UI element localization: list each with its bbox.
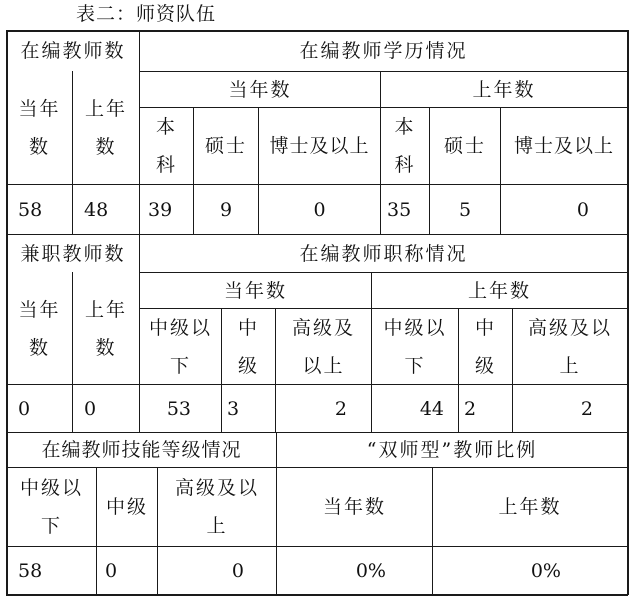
cell-value: 39 [148, 198, 173, 221]
header-mid: 中级 [105, 496, 148, 518]
header-last-year-group: 上年数 [467, 279, 531, 302]
cell-value: 35 [387, 198, 412, 221]
cell-value: 0 [84, 397, 97, 420]
header-line: 科 [394, 154, 416, 176]
header-line: 中级以 [383, 316, 447, 339]
header-current-year [7, 273, 72, 384]
cell-value: 0 [313, 198, 326, 221]
header-bachelor [140, 108, 193, 184]
header-line: 数 [95, 136, 117, 158]
header-line: 高级及 [291, 316, 355, 339]
header-line: 下 [40, 515, 62, 537]
cell-value: 0 [231, 559, 244, 582]
cell-value: 44 [419, 397, 444, 420]
cell-value: 53 [166, 397, 191, 420]
header-staff-count: 在编教师数 [20, 40, 126, 62]
cell-value: 2 [580, 397, 593, 420]
cell-value: 48 [84, 198, 109, 221]
header-line: 高级及以 [527, 316, 612, 339]
header-last-year: 上年数 [498, 496, 562, 518]
header-last-year [73, 72, 139, 184]
header-line: 下 [404, 354, 426, 377]
header-line: 数 [95, 336, 117, 359]
header-line: 数 [28, 336, 50, 359]
header-last-year-group: 上年数 [472, 78, 536, 101]
header-master: 硕士 [204, 135, 247, 157]
cell-value: 2 [464, 397, 477, 420]
cell-value: 9 [219, 198, 233, 221]
table-border [627, 30, 629, 595]
header-senior [158, 468, 276, 546]
header-current-year [7, 72, 72, 184]
cell-value: 0 [576, 198, 589, 221]
cell-value: 5 [458, 198, 472, 221]
header-line: 高级及以 [174, 477, 259, 499]
header-line: 上 [206, 515, 228, 537]
cell-value: 0% [355, 559, 386, 582]
header-bachelor [381, 108, 429, 184]
header-below-mid [140, 309, 221, 384]
header-skill-levels: 在编教师技能等级情况 [41, 439, 242, 461]
header-line: 中级以 [148, 316, 212, 339]
cell-value: 0% [530, 559, 561, 582]
header-line: 中级以 [19, 477, 83, 499]
header-education: 在编教师学历情况 [299, 40, 468, 62]
header-line: 以上 [302, 354, 345, 377]
header-below-mid [7, 468, 96, 546]
cell-value: 0 [18, 397, 31, 420]
header-line: 数 [28, 136, 50, 158]
header-last-year [73, 273, 139, 384]
header-mid [459, 309, 512, 384]
header-line: 级 [237, 354, 259, 377]
header-titles: 在编教师职称情况 [299, 242, 468, 265]
header-current-year: 当年数 [322, 496, 386, 518]
header-line: 本 [394, 116, 416, 138]
header-senior [276, 309, 371, 384]
header-current-year-group: 当年数 [223, 279, 287, 302]
cell-value: 58 [18, 559, 43, 582]
header-line: 中 [237, 316, 259, 339]
table-border [6, 594, 628, 596]
cell-value: 2 [334, 397, 347, 420]
header-line: 上年 [84, 298, 127, 321]
header-below-mid [372, 309, 458, 384]
header-line: 当年 [18, 298, 61, 321]
header-senior [513, 309, 627, 384]
table-caption: 表二：师资队伍 [76, 3, 217, 25]
cell-value: 0 [105, 559, 118, 582]
header-line: 中 [474, 316, 496, 339]
header-mid [222, 309, 275, 384]
header-doctor: 博士及以上 [513, 135, 614, 157]
header-line: 级 [474, 354, 496, 377]
header-current-year-group: 当年数 [228, 78, 292, 101]
header-doctor: 博士及以上 [269, 135, 370, 157]
header-line: 当年 [18, 98, 61, 120]
header-line: 科 [155, 154, 177, 176]
header-dual-teacher-ratio: “双师型”教师比例 [366, 439, 538, 461]
header-parttime-count: 兼职教师数 [20, 242, 126, 265]
cell-value: 58 [18, 198, 43, 221]
header-line: 上 [559, 354, 581, 377]
header-line: 上年 [84, 98, 127, 120]
header-master: 硕士 [443, 135, 486, 157]
header-line: 下 [169, 354, 191, 377]
header-line: 本 [155, 116, 177, 138]
cell-value: 3 [227, 397, 240, 420]
